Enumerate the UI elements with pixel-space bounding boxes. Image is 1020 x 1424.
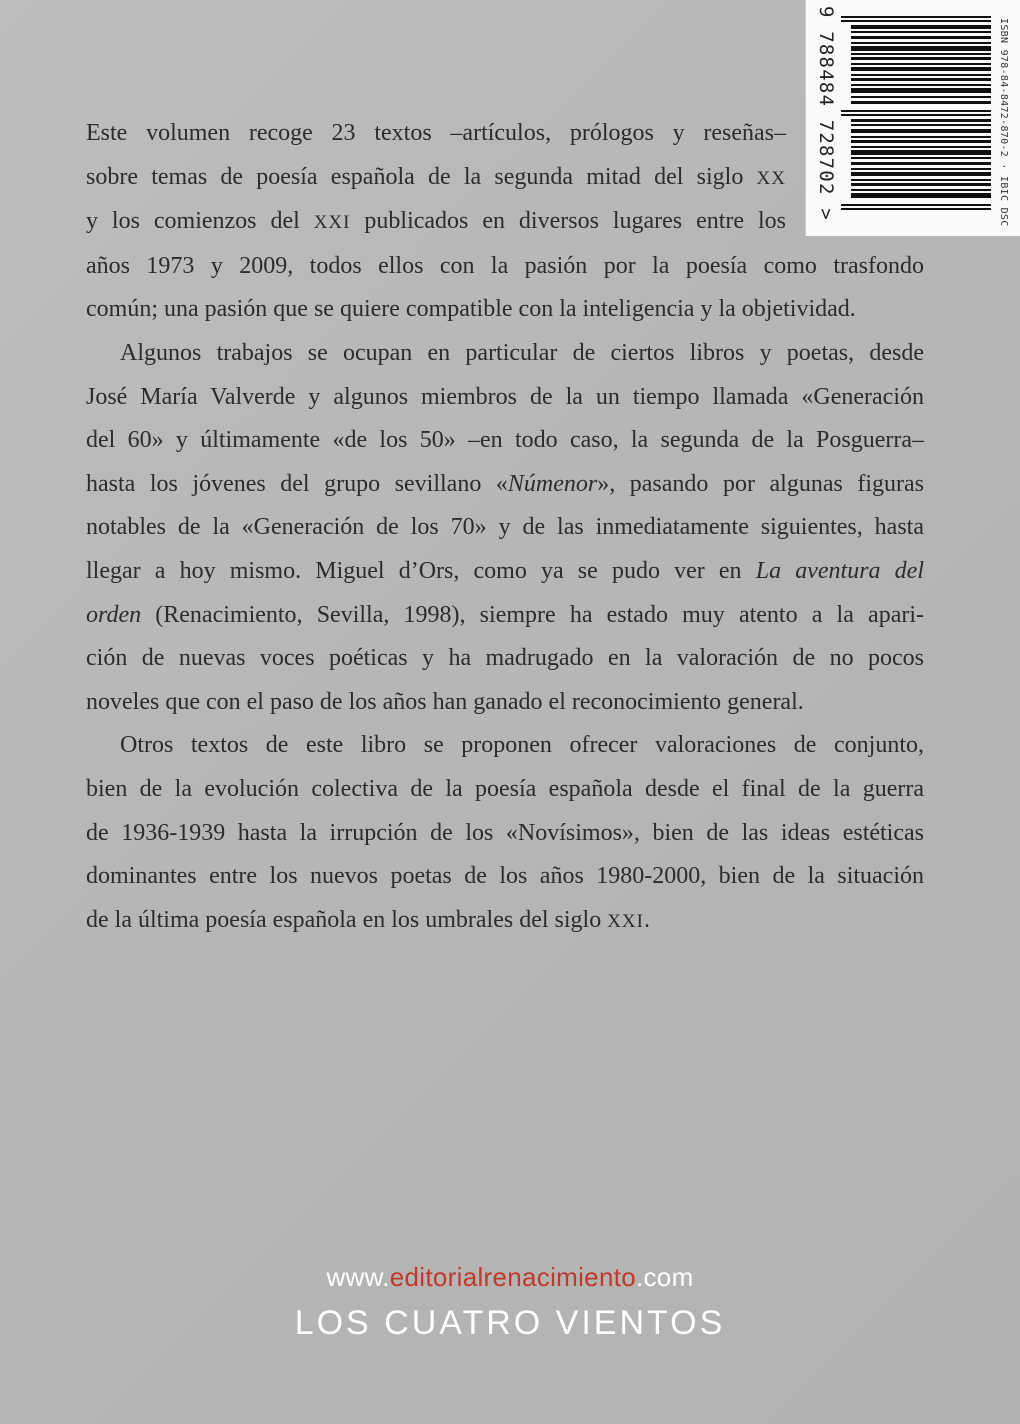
collection-name: LOS CUATRO VIENTOS — [294, 1304, 726, 1342]
p2-line-2: José María Valverde y algunos miembros de la un tiempo llamada «Generación — [86, 383, 924, 410]
p2-line-9: noveles que con el paso de los años han ganado el reconocimiento general. — [86, 688, 804, 715]
p2-line-1: Algunos trabajos se ocupan en particular de ciertos libros y poetas, desde — [120, 339, 924, 366]
p3-line-2: bien de la evolución colectiva de la poesía española desde el final de la guerra — [86, 775, 924, 802]
p2-line-8: ción de nuevas voces poéticas y ha madrugado en la valoración de no pocos — [86, 645, 924, 672]
p1-line-2: sobre temas de poesía española de la segunda mitad del siglo XX — [86, 163, 786, 190]
p2-line-7: orden (Renacimiento, Sevilla, 1998), siempre ha estado muy atento a la apari- — [86, 601, 924, 628]
isbn-digits: 9 788484 728702 > — [815, 6, 837, 221]
p1-line-5: común; una pasión que se quiere compatible con la inteligencia y la objetividad. — [86, 296, 856, 323]
publisher-website: www.editorialrenacimiento.com — [326, 1262, 694, 1292]
p3-line-5: de la última poesía española en los umbrales del siglo XXI. — [86, 906, 650, 933]
isbn-label: ISBN 978-84-8472-870-2 · IBIC DSC — [998, 18, 1009, 227]
p2-line-3: del 60» y últimamente «de los 50» –en todo caso, la segunda de la Posguerra– — [86, 427, 924, 454]
p1-line-3: y los comienzos del XXI publicados en diversos lugares entre los — [86, 208, 786, 235]
p1-line-1: Este volumen recoge 23 textos –artículos, prólogos y reseñas– — [86, 120, 786, 146]
p2-line-4: hasta los jóvenes del grupo sevillano «Númenor», pasando por algunas figuras — [86, 470, 924, 497]
synopsis-text — [86, 112, 924, 943]
p2-line-6: llegar a hoy mismo. Miguel d’Ors, como ya se pudo ver en La aventura del — [86, 557, 925, 584]
p3-line-4: dominantes entre los nuevos poetas de los años 1980-2000, bien de la situación — [86, 863, 924, 890]
p1-line-4: años 1973 y 2009, todos ellos con la pasión por la poesía como trasfondo — [86, 252, 924, 279]
p3-line-3: de 1936-1939 hasta la irrupción de los «Novísimos», bien de las ideas estéticas — [86, 819, 924, 846]
p3-line-1: Otros textos de este libro se proponen ofrecer valoraciones de conjunto, — [120, 732, 924, 759]
p2-line-5: notables de la «Generación de los 70» y de las inmediatamente siguientes, hasta — [86, 514, 924, 541]
